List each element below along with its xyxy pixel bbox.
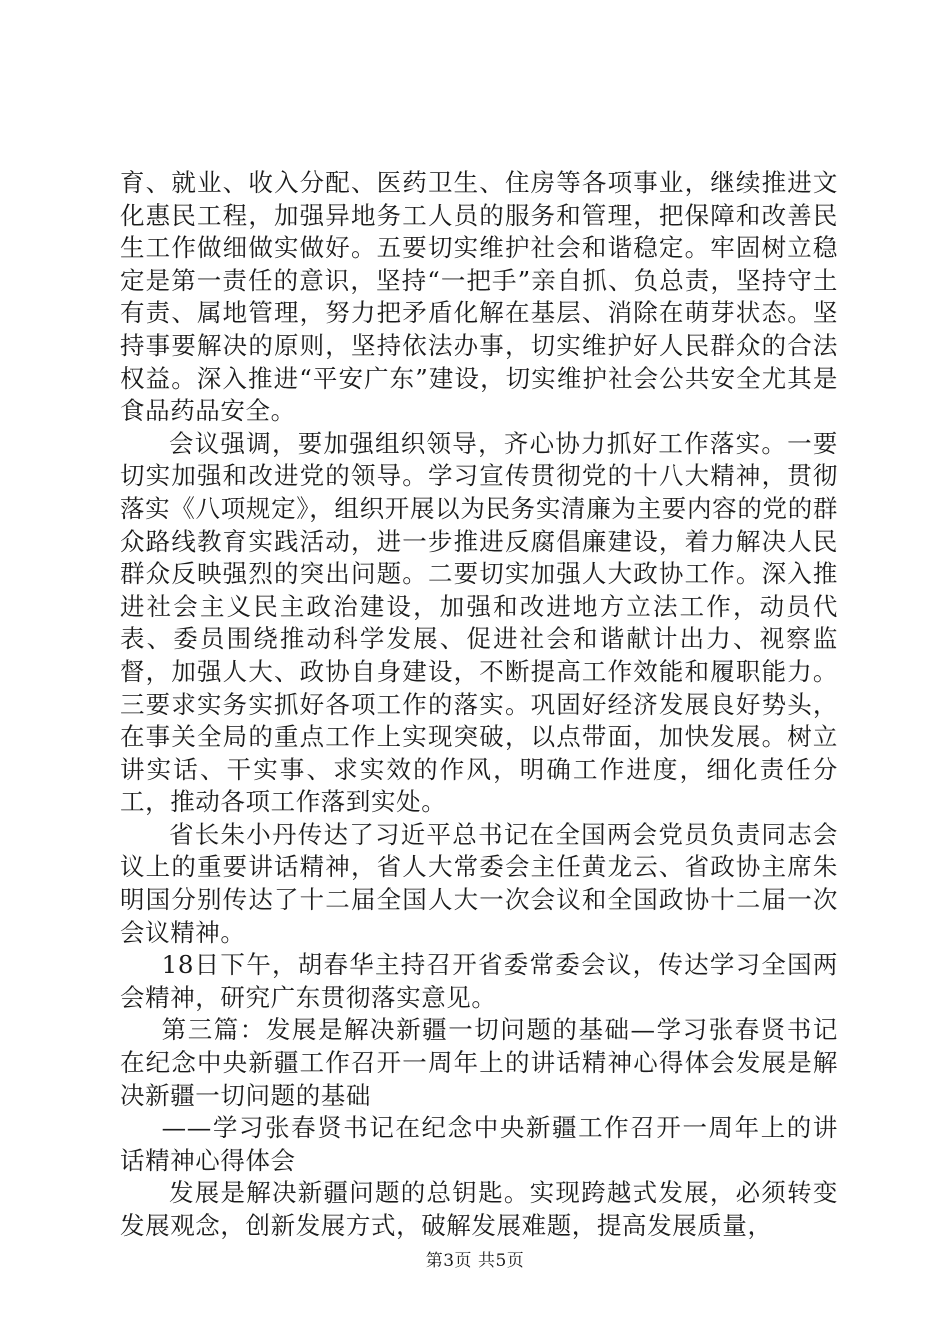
paragraph-afternoon-meeting: 18日下午，胡春华主持召开省委常委会议，传达学习全国两会精神，研究广东贯彻落实意见。 (120, 950, 838, 1012)
document-body (120, 167, 838, 1243)
paragraph-governor-report: 省长朱小丹传达了习近平总书记在全国两会党员负责同志会议上的重要讲话精神，省人大常委会主任黄龙云、省政协主席朱明国分别传达了十二届全国人大一次会议和全国政协十二届一次会议精神。 (120, 819, 838, 947)
paragraph-meeting-emphasis: 会议强调，要加强组织领导，齐心协力抓好工作落实。一要切实加强和改进党的领导。学习宣传贯彻党的十八大精神，贯彻落实《八项规定》，组织开展以为民务实清廉为主要内容的党的群众路线教育实践活动，进一步推进反腐倡廉建设，着力解决人民群众反映强烈的突出问题。二要切实加强人大政协工作。深入推进社会主义民主政治建设，加强和改进地方立法工作，动员代表、委员围绕推动科学发展、促进社会和谐献计出力、视察监督，加强人大、政协自身建设，不断提高工作效能和履职能力。三要求实务实抓好各项工作的落实。巩固好经济发展良好势头，在事关全局的重点工作上实现突破，以点带面，加快发展。树立讲实话、干实事、求实效的作风，明确工作进度，细化责任分工，推动各项工作落到实处。 (120, 428, 838, 817)
page-number-footer: 第3页 共5页 (425, 1251, 525, 1271)
paragraph-continuation: 育、就业、收入分配、医药卫生、住房等各项事业，继续推进文化惠民工程，加强异地务工人员的服务和管理，把保障和改善民生工作做细做实做好。五要切实维护社会和谐稳定。牢固树立稳定是第一责任的意识，坚持“一把手”亲自抓、负总责，坚持守土有责、属地管理，努力把矛盾化解在基层、消除在萌芽状态。坚持事要解决的原则，坚持依法办事，切实维护好人民群众的合法权益。深入推进“平安广东”建设，切实维护社会公共安全尤其是食品药品安全。 (120, 168, 838, 426)
section-subtitle: ——学习张春贤书记在纪念中央新疆工作召开一周年上的讲话精神心得体会 (120, 1113, 838, 1175)
paragraph-development-key: 发展是解决新疆问题的总钥匙。实现跨越式发展，必须转变发展观念，创新发展方式，破解发展难题，提高发展质量， (120, 1178, 838, 1240)
section-heading-part-three: 第三篇：发展是解决新疆一切问题的基础—学习张春贤书记在纪念中央新疆工作召开一周年上的讲话精神心得体会发展是解决新疆一切问题的基础 (120, 1015, 838, 1110)
